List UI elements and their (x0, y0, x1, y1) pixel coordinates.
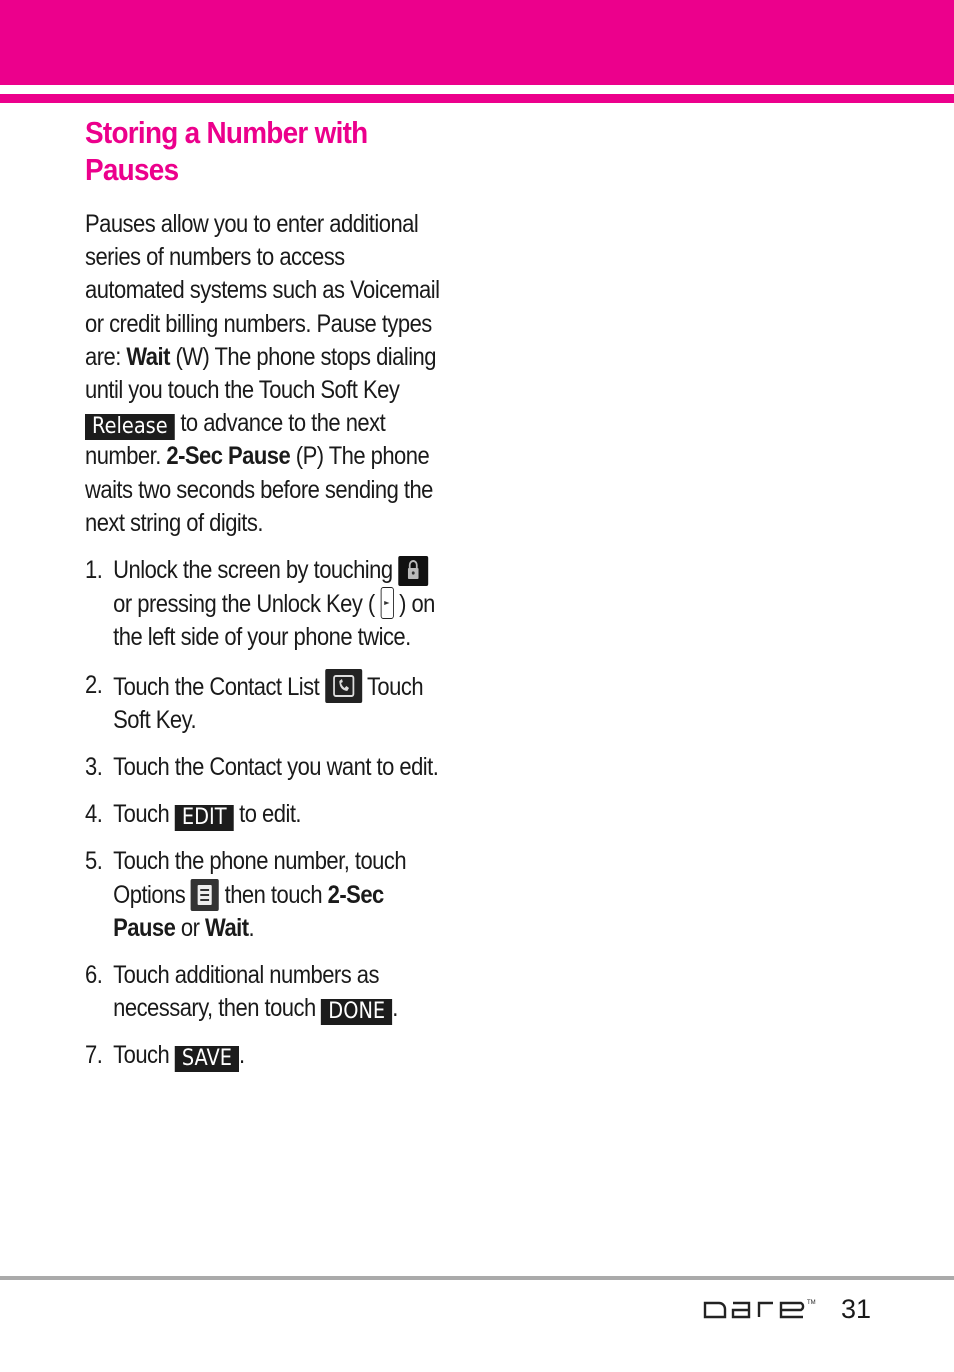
footer-rule (0, 1276, 954, 1280)
release-key: Release (85, 414, 175, 440)
dare-logo (703, 1296, 821, 1324)
done-key: DONE (321, 999, 392, 1025)
page-number: 31 (841, 1294, 872, 1324)
lock-icon (398, 556, 428, 586)
svg-text:TM: TM (807, 1300, 816, 1306)
term-wait: Wait (126, 342, 170, 371)
contact-list-icon (325, 669, 362, 703)
step-3: 3. Touch the Contact you want to edit. (85, 753, 439, 782)
steps-list (85, 554, 446, 1073)
page-title: Storing a Number with Pauses (85, 115, 368, 187)
options-icon (191, 879, 219, 911)
step-6: 6. Touch additional numbers as necessary, then touch DONE . (85, 961, 398, 1025)
step-7: 7. Touch SAVE . (85, 1041, 245, 1072)
step-4: 4. Touch EDIT to edit. (85, 800, 301, 831)
main-content (85, 208, 446, 1087)
step-5: 5. Touch the phone number, touch Options then touch 2-Sec Pause or Wait. (85, 847, 407, 942)
intro-paragraph: Pauses allow you to enter additional series of numbers to access automated systems such as Voicemail or credit billing numbers. Pause types are: Wait (W) The phone stops dialing until you touch the Touch Soft Key Release to advance to the next number. 2-Sec Pause (P) The phone waits two seconds before sending the next string of digits. (85, 210, 440, 537)
unlock-key-icon (380, 587, 393, 619)
step-1: 1. Unlock the screen by touching or pressing the Unlock Key ( ) on the left side of your phone twice. (85, 556, 435, 652)
save-key: SAVE (175, 1046, 239, 1072)
term-2-sec-pause: 2-Sec Pause (166, 442, 291, 471)
header-rule (0, 94, 954, 103)
header-bar (0, 0, 954, 85)
edit-key: EDIT (175, 805, 234, 831)
step-2: 2. Touch the Contact List Touch Soft Key. (85, 670, 424, 734)
